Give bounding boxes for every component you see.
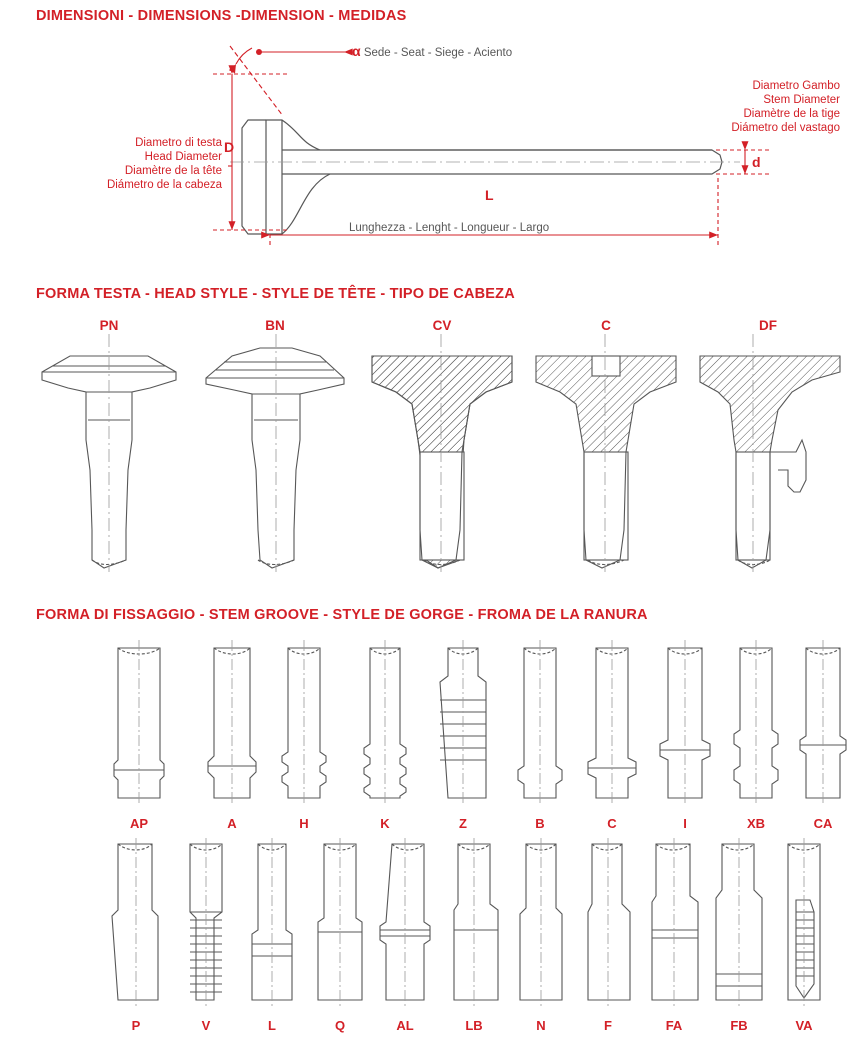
length-label: Lunghezza - Lenght - Longueur - Largo xyxy=(349,222,550,234)
head-diameter-line-en: Head Diameter xyxy=(144,151,222,163)
stem-code-al: AL xyxy=(396,1018,414,1033)
dimension-L-label: L xyxy=(485,187,494,203)
head-code-bn: BN xyxy=(265,318,285,333)
stem-code-l: L xyxy=(268,1018,276,1033)
stem-code-ap: AP xyxy=(129,816,149,831)
stem-code-c: C xyxy=(607,816,617,831)
head-diameter-label xyxy=(20,136,222,192)
head-diameter-line-fr: Diamètre de la tête xyxy=(124,165,222,177)
stem-code-va: VA xyxy=(795,1018,813,1033)
stem-code-k: K xyxy=(380,816,390,831)
head-code-pn: PN xyxy=(99,318,119,333)
stem-code-v: V xyxy=(201,1018,211,1033)
stem-diameter-line-fr: Diamètre de la tige xyxy=(743,108,840,120)
seat-angle-label xyxy=(352,44,512,60)
section-title-head-style: FORMA TESTA - HEAD STYLE - STYLE DE TÊTE - TIPO DE CABEZA xyxy=(36,286,515,302)
head-code-df: DF xyxy=(759,318,777,333)
stem-diameter-label xyxy=(600,79,840,135)
stem-code-xb: XB xyxy=(746,816,766,831)
stem-code-q: Q xyxy=(334,1018,346,1033)
head-diameter-line-es: Diámetro de la cabeza xyxy=(106,179,222,191)
dimension-D-label: D xyxy=(224,139,235,155)
stem-diameter-line-en: Stem Diameter xyxy=(763,94,840,106)
stem-code-p: P xyxy=(131,1018,141,1033)
section-title-stem-groove: FORMA DI FISSAGGIO - STEM GROOVE - STYLE DE GORGE - FROMA DE LA RANURA xyxy=(36,607,648,623)
stem-diameter-line-it: Diametro Gambo xyxy=(752,80,840,92)
stem-code-lb: LB xyxy=(465,1018,483,1033)
seat-angle-text: Sede - Seat - Siege - Aciento xyxy=(363,47,513,59)
stem-code-h: H xyxy=(299,816,309,831)
stem-code-fb: FB xyxy=(730,1018,748,1033)
head-code-c: C xyxy=(601,318,611,333)
head-diameter-line-it: Diametro di testa xyxy=(135,137,222,149)
stem-code-z: Z xyxy=(459,816,467,831)
stem-code-n: N xyxy=(536,1018,546,1033)
section-title-dimensions: DIMENSIONI - DIMENSIONS -DIMENSION - MEDIDAS xyxy=(36,8,407,24)
stem-code-b: B xyxy=(535,816,545,831)
stem-code-i: I xyxy=(683,816,687,831)
stem-code-f: F xyxy=(604,1018,612,1033)
dimension-d-label: d xyxy=(752,154,761,170)
stem-code-fa: FA xyxy=(665,1018,683,1033)
stem-code-a: A xyxy=(227,816,237,831)
stem-diameter-line-es: Diámetro del vastago xyxy=(731,122,840,134)
stem-code-ca: CA xyxy=(813,816,833,831)
seat-angle-symbol: α xyxy=(352,43,361,59)
head-code-cv: CV xyxy=(432,318,452,333)
